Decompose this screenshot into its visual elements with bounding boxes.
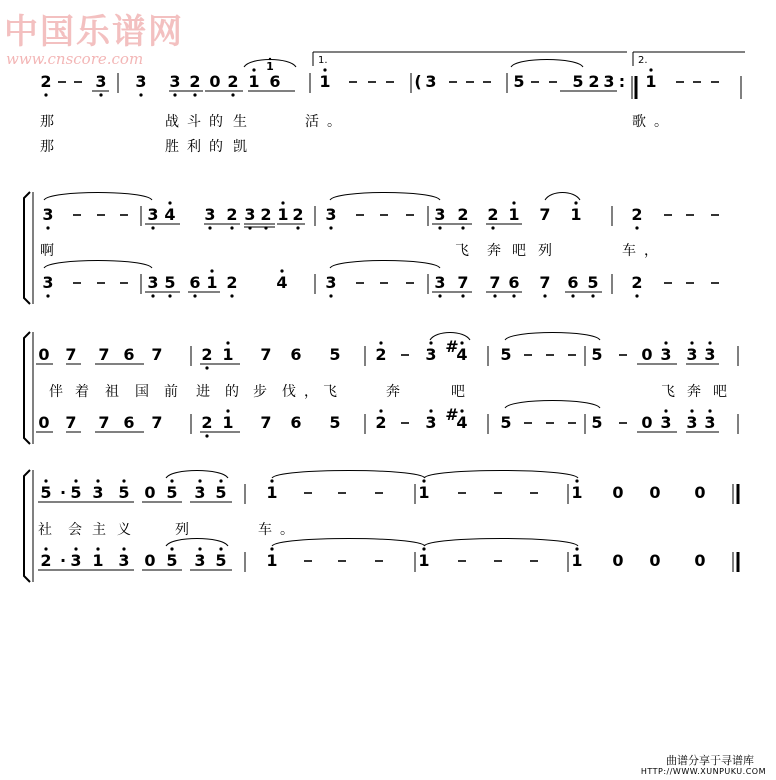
note: 5 <box>215 483 227 502</box>
lyric: 活。 <box>305 114 349 130</box>
octave-dot-below <box>193 93 196 96</box>
note: 3 <box>425 345 437 364</box>
octave-dot-above <box>270 479 273 482</box>
octave-dot-above <box>429 409 432 412</box>
note: 5 <box>166 551 178 570</box>
note: 1 <box>645 72 657 91</box>
lyric: 社 <box>38 522 60 538</box>
octave-dot-above <box>422 479 425 482</box>
note: 1 <box>222 413 234 432</box>
note: 5 <box>329 345 341 364</box>
note: 4 <box>456 345 468 364</box>
octave-dot-above <box>198 547 201 550</box>
system-1 <box>40 58 719 155</box>
octave-dot-below <box>438 294 441 297</box>
octave-dot-below <box>231 93 234 96</box>
octave-dot-above <box>122 479 125 482</box>
octave-dot-above <box>74 479 77 482</box>
octave-dot-above <box>649 68 652 71</box>
note: 5 <box>513 72 525 91</box>
note: 4 <box>276 273 288 292</box>
system-3 <box>24 332 738 444</box>
note: 0 <box>641 413 653 432</box>
octave-dot-above <box>219 479 222 482</box>
system-brace <box>24 470 30 582</box>
note: 7 <box>151 345 163 364</box>
note: 3 <box>434 273 446 292</box>
note: 0 <box>641 345 653 364</box>
octave-dot-below <box>168 294 171 297</box>
system-brace <box>24 332 30 444</box>
note: 2 <box>588 72 600 91</box>
octave-dot-above <box>170 547 173 550</box>
note: 2 <box>260 205 272 224</box>
slur <box>424 539 578 547</box>
lyric: 奔 <box>487 243 509 259</box>
note: 2 <box>226 273 238 292</box>
octave-dot-below <box>139 93 142 96</box>
lyric: 战斗的 <box>165 114 231 130</box>
octave-dot-below <box>173 93 176 96</box>
octave-dot-above <box>280 269 283 272</box>
note: 2 <box>375 413 387 432</box>
lyric: 伴 <box>49 384 71 400</box>
octave-dot-above <box>210 269 213 272</box>
note: 5 <box>500 345 512 364</box>
octave-dot-above <box>96 479 99 482</box>
volta-first-label: 1. <box>318 55 328 66</box>
note: 0 <box>612 483 624 502</box>
note: 3 <box>204 205 216 224</box>
note: 7 <box>65 413 77 432</box>
octave-dot-above <box>379 409 382 412</box>
note: 1 <box>266 551 278 570</box>
octave-dot-below <box>193 294 196 297</box>
note: 3 <box>325 205 337 224</box>
octave-dot-below <box>151 226 154 229</box>
note: 3 <box>425 72 437 91</box>
note: 4 <box>164 205 176 224</box>
slur <box>272 471 425 479</box>
staff-4-2 <box>38 539 738 573</box>
note: 6 <box>567 273 579 292</box>
lyric: 飞 <box>455 243 477 259</box>
system-4 <box>24 470 738 582</box>
note: 3 <box>135 72 147 91</box>
octave-dot-above <box>168 201 171 204</box>
note: 3 <box>194 483 206 502</box>
lyric: 那 <box>40 139 62 155</box>
lyric: 凯 <box>233 139 255 155</box>
note: 0 <box>649 483 661 502</box>
lyric: 那 <box>40 114 62 130</box>
octave-dot-below <box>493 294 496 297</box>
lyric: 飞 <box>323 384 345 400</box>
slur <box>330 261 440 269</box>
note: 5 <box>591 413 603 432</box>
note: 7 <box>65 345 77 364</box>
note: 0 <box>612 551 624 570</box>
note: 2 <box>631 205 643 224</box>
note: 2 <box>457 205 469 224</box>
note: 5 <box>40 483 52 502</box>
lyric: 前 <box>164 384 186 400</box>
note: 5 <box>164 273 176 292</box>
note: 0 <box>144 483 156 502</box>
note: 3 <box>92 483 104 502</box>
note: 6 <box>290 345 302 364</box>
slur <box>511 60 583 68</box>
octave-dot-above <box>198 479 201 482</box>
note: 0 <box>694 551 706 570</box>
lyric-line <box>40 243 666 259</box>
lyric: 吧 <box>512 243 534 259</box>
note: 3 <box>434 205 446 224</box>
lyric: 主 <box>92 522 114 538</box>
watermark-url: www.cnscore.com <box>6 50 144 68</box>
note: 4 <box>456 413 468 432</box>
octave-dot-below <box>151 294 154 297</box>
octave-dot-above <box>664 409 667 412</box>
note: · <box>59 483 67 502</box>
octave-dot-above <box>270 547 273 550</box>
note: : <box>618 72 626 91</box>
note: 0 <box>649 551 661 570</box>
note: 2 <box>201 413 213 432</box>
note: 5 <box>118 483 130 502</box>
lyric: 国 <box>135 384 157 400</box>
note: 0 <box>38 345 50 364</box>
note: 1 <box>248 72 260 91</box>
octave-dot-above <box>708 341 711 344</box>
system-2 <box>24 192 719 304</box>
octave-dot-above <box>690 341 693 344</box>
lyric: 伐， <box>282 384 326 400</box>
octave-dot-above <box>379 341 382 344</box>
volta-second <box>633 52 745 66</box>
note: 5 <box>70 483 82 502</box>
lyric: 车， <box>622 243 666 259</box>
note: 7 <box>260 413 272 432</box>
note: 6 <box>290 413 302 432</box>
slur <box>545 193 580 201</box>
volta-second-label: 2. <box>638 55 648 66</box>
note: 5 <box>587 273 599 292</box>
slur <box>424 471 578 479</box>
octave-dot-above <box>281 201 284 204</box>
lyric: 列 <box>175 522 197 538</box>
note: 5 <box>329 413 341 432</box>
note: 0 <box>694 483 706 502</box>
note: 2 <box>201 345 213 364</box>
note: 3 <box>686 345 698 364</box>
note: 5 <box>572 72 584 91</box>
note: # <box>445 337 459 356</box>
repeat-barline <box>632 76 636 99</box>
note: 3 <box>704 413 716 432</box>
octave-dot-above <box>44 547 47 550</box>
note: 5 <box>500 413 512 432</box>
octave-dot-below <box>46 294 49 297</box>
grace-note: 1 <box>266 60 274 73</box>
staff-1-1 <box>40 58 719 97</box>
octave-dot-above <box>219 547 222 550</box>
lyric: 会 <box>68 522 90 538</box>
slur <box>166 539 228 547</box>
footer-url: HTTP://WWW.XUNPUKU.COM <box>640 767 766 776</box>
note: 2 <box>226 205 238 224</box>
octave-dot-below <box>230 294 233 297</box>
octave-dot-below <box>205 366 208 369</box>
note: 5 <box>591 345 603 364</box>
slur <box>330 193 440 201</box>
note: 3 <box>244 205 256 224</box>
octave-dot-above <box>664 341 667 344</box>
octave-dot-above <box>512 201 515 204</box>
staff-3-2 <box>36 401 738 438</box>
lyric: 的 <box>225 384 247 400</box>
slur <box>272 539 425 547</box>
note: 1 <box>266 483 278 502</box>
note: 1 <box>418 483 430 502</box>
octave-dot-above <box>460 341 463 344</box>
note: 3 <box>147 273 159 292</box>
note: 1 <box>222 345 234 364</box>
note: 0 <box>38 413 50 432</box>
octave-dot-below <box>329 294 332 297</box>
note: 2 <box>189 72 201 91</box>
note: 7 <box>151 413 163 432</box>
octave-dot-above <box>422 547 425 550</box>
note: 6 <box>189 273 201 292</box>
note: · <box>59 551 67 570</box>
octave-dot-below <box>438 226 441 229</box>
note: 2 <box>375 345 387 364</box>
lyric: 祖 <box>105 384 127 400</box>
octave-dot-below <box>571 294 574 297</box>
note: 3 <box>686 413 698 432</box>
octave-dot-below <box>461 226 464 229</box>
note: 1 <box>508 205 520 224</box>
note: 3 <box>603 72 615 91</box>
octave-dot-below <box>635 226 638 229</box>
note: 7 <box>98 345 110 364</box>
watermark-title: 中国乐谱网 <box>4 12 184 52</box>
note: 3 <box>169 72 181 91</box>
note: 2 <box>292 205 304 224</box>
octave-dot-above <box>74 547 77 550</box>
octave-dot-above <box>574 201 577 204</box>
lyric-line <box>38 522 302 538</box>
octave-dot-above <box>44 479 47 482</box>
octave-dot-below <box>296 226 299 229</box>
lyric: 义 <box>117 522 139 538</box>
octave-dot-below <box>205 434 208 437</box>
staff-2-2 <box>42 261 719 298</box>
lyric: 胜利的 <box>165 139 231 155</box>
octave-dot-above <box>460 409 463 412</box>
lyric: 奔 <box>386 384 408 400</box>
note: 3 <box>660 413 672 432</box>
staff-3-1 <box>36 333 738 370</box>
octave-dot-above <box>252 68 255 71</box>
note: 3 <box>42 273 54 292</box>
note: 7 <box>539 273 551 292</box>
note: 1 <box>571 551 583 570</box>
note: 1 <box>570 205 582 224</box>
octave-dot-below <box>329 226 332 229</box>
octave-dot-above <box>226 409 229 412</box>
note: 6 <box>508 273 520 292</box>
octave-dot-above <box>575 547 578 550</box>
slur <box>44 261 152 269</box>
lyric: 啊 <box>40 243 62 259</box>
lyric-line <box>40 113 676 130</box>
note: 1 <box>571 483 583 502</box>
lyric: 歌。 <box>632 114 676 130</box>
lyric-line <box>49 383 735 400</box>
lyric: 进 <box>196 384 218 400</box>
footer-share: 曲谱分享于寻谱库 <box>666 754 754 767</box>
lyric-line <box>40 138 255 155</box>
note: 2 <box>40 551 52 570</box>
system-brace <box>24 192 30 304</box>
lyric: 车。 <box>258 522 302 538</box>
note: 6 <box>123 345 135 364</box>
slur <box>505 333 600 341</box>
lyric: 生 <box>233 114 255 130</box>
note: 2 <box>40 72 52 91</box>
note: 6 <box>269 72 281 91</box>
octave-dot-below <box>230 226 233 229</box>
note: 1 <box>206 273 218 292</box>
lyric: 着 <box>75 384 97 400</box>
note: 5 <box>215 551 227 570</box>
octave-dot-below <box>46 226 49 229</box>
octave-dot-below <box>635 294 638 297</box>
octave-dot-below <box>44 93 47 96</box>
slur <box>166 471 228 479</box>
note: 7 <box>457 273 469 292</box>
octave-dot-above <box>122 547 125 550</box>
note: 7 <box>539 205 551 224</box>
note: 0 <box>144 551 156 570</box>
note: 3 <box>194 551 206 570</box>
note: 3 <box>660 345 672 364</box>
note: 3 <box>425 413 437 432</box>
octave-dot-above <box>708 409 711 412</box>
note: 1 <box>277 205 289 224</box>
note: 1 <box>319 72 331 91</box>
note: 3 <box>95 72 107 91</box>
slur <box>44 193 152 201</box>
note: 3 <box>147 205 159 224</box>
octave-dot-above <box>226 341 229 344</box>
note: 6 <box>123 413 135 432</box>
octave-dot-below <box>491 226 494 229</box>
octave-dot-below <box>512 294 515 297</box>
octave-dot-above <box>96 547 99 550</box>
octave-dot-below <box>99 93 102 96</box>
staff-2-1 <box>42 193 719 230</box>
octave-dot-above <box>170 479 173 482</box>
note: 1 <box>418 551 430 570</box>
note: 5 <box>166 483 178 502</box>
note: 7 <box>489 273 501 292</box>
lyric: 步 <box>253 384 275 400</box>
note: # <box>445 405 459 424</box>
note: 2 <box>631 273 643 292</box>
octave-dot-below <box>591 294 594 297</box>
octave-dot-below <box>543 294 546 297</box>
lyric: 列 <box>538 243 560 259</box>
note: 2 <box>487 205 499 224</box>
octave-dot-above <box>575 479 578 482</box>
lyric: 吧 <box>451 384 473 400</box>
octave-dot-above <box>429 341 432 344</box>
note: 3 <box>70 551 82 570</box>
note: 1 <box>92 551 104 570</box>
octave-dot-above <box>690 409 693 412</box>
octave-dot-below <box>461 294 464 297</box>
note: 7 <box>260 345 272 364</box>
note: 0 <box>209 72 221 91</box>
lyric: 飞 <box>661 384 683 400</box>
note: 7 <box>98 413 110 432</box>
slur <box>505 401 600 409</box>
note: 3 <box>325 273 337 292</box>
lyric: 奔 <box>687 384 709 400</box>
octave-dot-above <box>323 68 326 71</box>
octave-dot-below <box>208 226 211 229</box>
note: 3 <box>704 345 716 364</box>
lyric: 吧 <box>713 384 735 400</box>
note: 2 <box>227 72 239 91</box>
note: 3 <box>118 551 130 570</box>
grace-dot <box>269 58 271 60</box>
note: 3 <box>42 205 54 224</box>
staff-4-1 <box>38 471 738 505</box>
note: ( <box>414 72 422 91</box>
